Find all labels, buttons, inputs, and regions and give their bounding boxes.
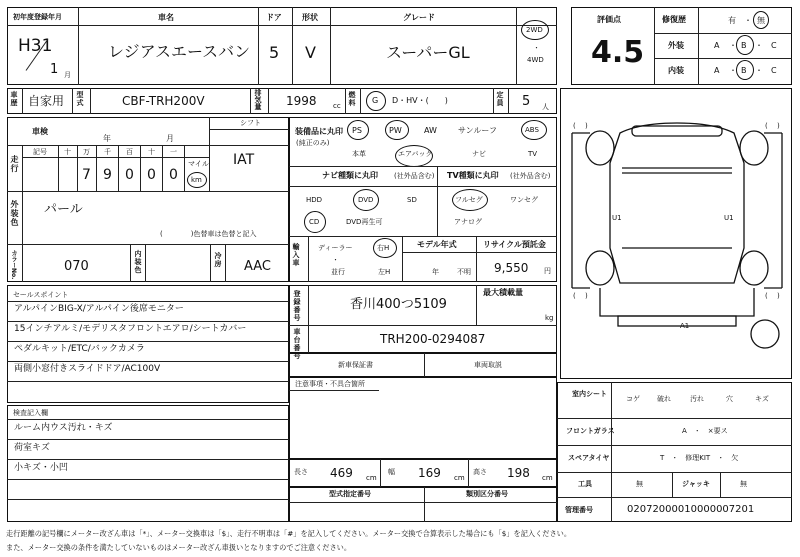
- left-block: [7, 117, 289, 282]
- shift-label: シフト: [240, 119, 261, 127]
- rating-score: 4.5: [591, 35, 645, 70]
- interior-grade: B: [741, 66, 747, 75]
- svg-text:(: (: [765, 122, 768, 130]
- svg-text:): ): [777, 122, 780, 130]
- rear-right-wheel: [740, 251, 768, 285]
- shape-label: 形状: [302, 13, 318, 22]
- capacity-value: 5: [522, 94, 531, 109]
- inspector-note: 荷室キズ: [14, 443, 50, 453]
- recycle-value: 9,550: [494, 261, 529, 275]
- sales-point: アルパインBIG-X/アルパイン後席モニター: [14, 304, 184, 314]
- svg-text:): ): [777, 292, 780, 300]
- car-name-label: 車名: [158, 13, 174, 22]
- shift-value: IAT: [233, 152, 255, 168]
- diagram-mark: U1: [612, 214, 622, 222]
- mileage-digit: 0: [169, 167, 178, 183]
- header-box: [7, 7, 557, 85]
- svg-text:): ): [585, 292, 588, 300]
- mileage-digit: 0: [147, 167, 156, 183]
- grade-label: グレード: [403, 13, 435, 22]
- diagram-mark: U1: [724, 214, 734, 222]
- length-value: 469: [330, 466, 353, 480]
- condition-table: [557, 382, 792, 522]
- footer-note: また、メーター交換の条件を満たしていないものはメーター改ざん車扱いとなりますのでご注意ください。: [6, 543, 352, 552]
- rating-label: 評価点: [597, 15, 621, 24]
- sales-point: 両側小窓付きスライドドア/AC100V: [14, 364, 161, 374]
- registration-value: 香川400つ5109: [350, 297, 447, 312]
- use-value: 自家用: [28, 94, 65, 108]
- front-left-wheel: [586, 131, 614, 165]
- month-unit: 月: [64, 71, 71, 79]
- repair-label: 修復歴: [662, 15, 686, 24]
- svg-text:(: (: [765, 292, 768, 300]
- management-number: 02072000010000007201: [627, 504, 755, 515]
- color-value: パール: [44, 202, 83, 217]
- year-value: H31: [18, 36, 53, 56]
- door-label: ドア: [266, 13, 282, 22]
- width-value: 169: [418, 466, 441, 480]
- year-label: 初年度登録年月: [13, 13, 62, 21]
- inspector-note: 小キズ・小凹: [14, 463, 68, 473]
- inspection-label: 車検: [32, 127, 48, 136]
- front-right-wheel: [740, 131, 768, 165]
- sales-point: ペダルキット/ETC/バックカメラ: [14, 344, 145, 354]
- interior-label: 内装: [668, 66, 684, 75]
- exterior-label: 外装: [668, 41, 684, 50]
- fuel-value: G: [372, 96, 379, 105]
- inspector-note: ルーム内ウス汚れ・キズ: [14, 423, 113, 433]
- svg-text:(: (: [573, 292, 576, 300]
- mileage-digit: 9: [103, 167, 112, 183]
- car-outline: [560, 88, 792, 379]
- doors-value: 5: [269, 43, 280, 62]
- drive-2wd: 2WD: [526, 26, 543, 34]
- displacement-value: 1998: [286, 94, 317, 108]
- diagram-mark: A1: [680, 322, 690, 330]
- ac-value: AAC: [244, 259, 271, 274]
- month-value: 1: [50, 62, 59, 77]
- chassis-value: TRH200-0294087: [380, 332, 486, 346]
- repair-no: 無: [757, 16, 765, 25]
- footer-note: 走行距離の記号欄にメーター改ざん車は「*」、メーター交換車は「$」、走行不明車は「#」を記入してください。メーター交換で合算表示した場合にも「$」を記入ください。: [6, 529, 572, 538]
- shape-value: V: [305, 43, 316, 62]
- exterior-grade: B: [741, 41, 747, 50]
- svg-text:(: (: [573, 122, 576, 130]
- mileage-digit: 0: [125, 167, 134, 183]
- car-name-value: レジアスエースバン: [108, 42, 251, 61]
- mileage-digit: 7: [82, 167, 91, 183]
- color-no-value: 070: [64, 259, 89, 274]
- type-value: CBF-TRH200V: [122, 94, 205, 108]
- rear-left-wheel: [586, 251, 614, 285]
- svg-text:): ): [585, 122, 588, 130]
- mileage-unit: km: [191, 176, 202, 184]
- sales-point: 15インチアルミ/モデリスタフロントエアロ/シートカバー: [14, 324, 247, 334]
- height-value: 198: [507, 466, 530, 480]
- grade-value: スーパーGL: [386, 43, 470, 62]
- drive-4wd: 4WD: [527, 56, 544, 64]
